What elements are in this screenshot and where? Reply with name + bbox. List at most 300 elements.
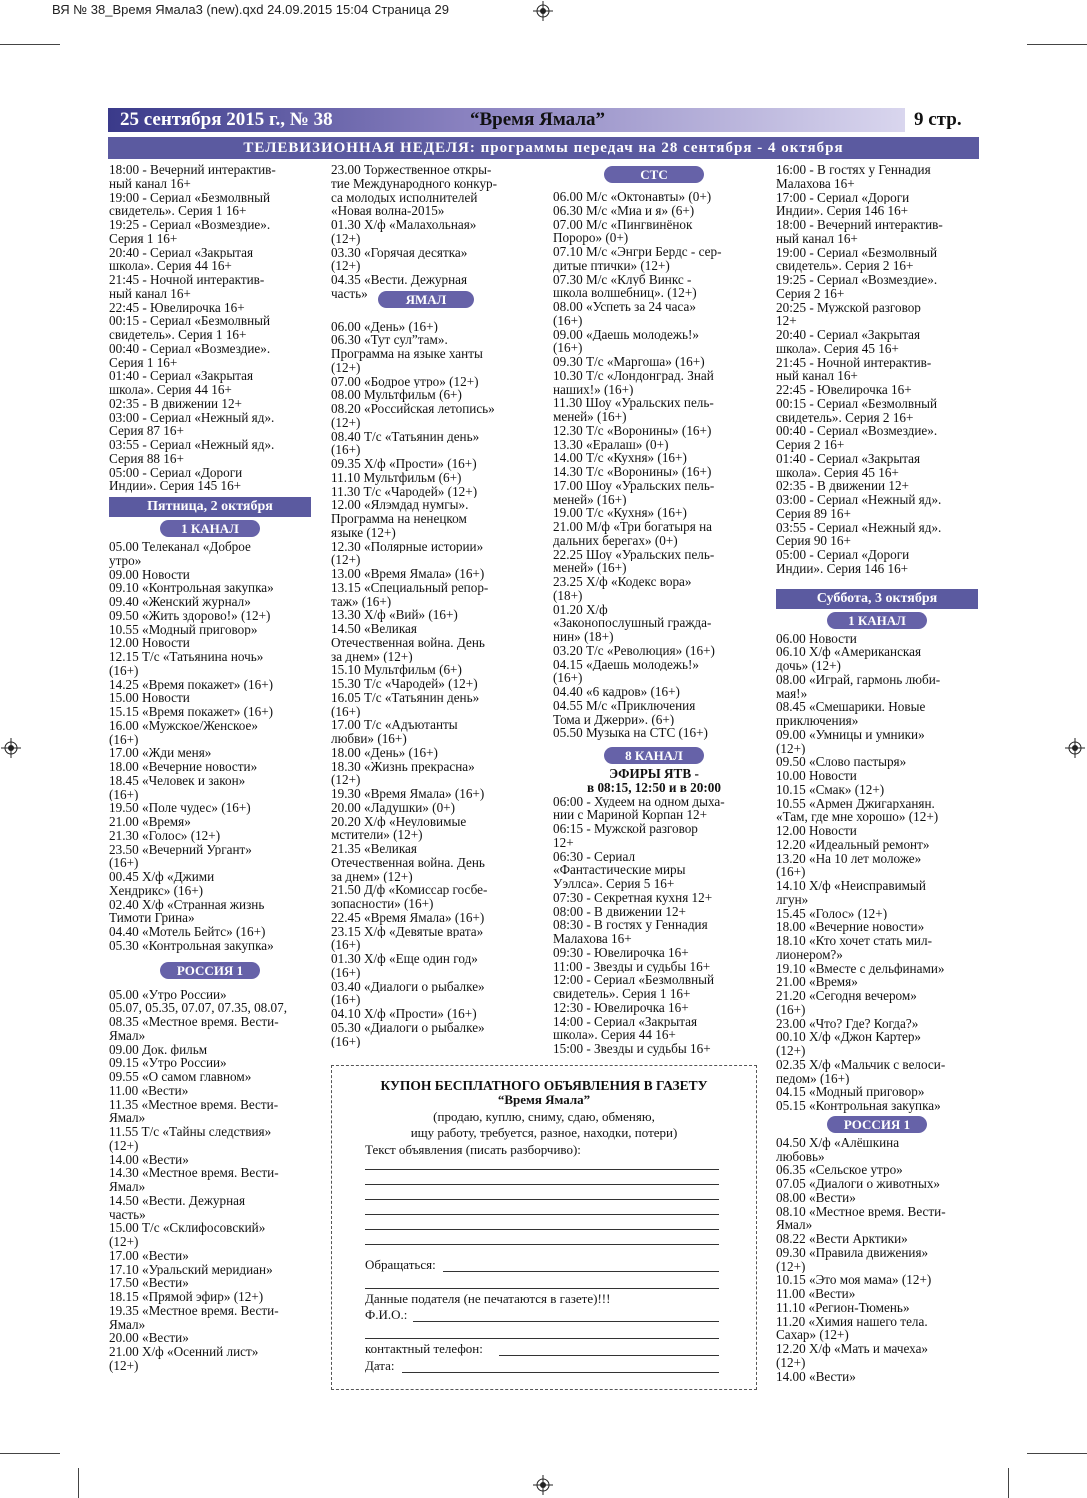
schedule-line: Уэллса». Серия 5 16+ [553, 877, 675, 891]
schedule-line: (12+) [109, 1138, 139, 1153]
schedule-line: 00:40 - Сериал «Возмездие». [776, 424, 938, 438]
schedule-line: (16+) [776, 1002, 806, 1017]
schedule-line: 04.15 «Модный приговор» [776, 1085, 925, 1099]
schedule-list [553, 190, 755, 740]
channel-badge: 1 КАНАЛ [827, 612, 927, 629]
schedule-line: 01.30 Х/ф «Еще один год» [331, 952, 478, 966]
ad-text-label: Текст объявления (писать разборчиво): [365, 1142, 581, 1157]
schedule-line: 16.00 «Мужское/Женское» [109, 718, 258, 733]
schedule-line: 07.10 М/с «Энгри Бердс - сер- [553, 245, 722, 259]
schedule-line: 17.10 «Уральский меридиан» [109, 1262, 273, 1277]
schedule-line: (16+) [776, 865, 806, 879]
schedule-line: 12.00 Новости [109, 636, 190, 650]
schedule-line: 18:00 - Вечерний интерактив- [109, 163, 276, 177]
schedule-line: школа». Серия 44 16+ [553, 1028, 676, 1042]
section-banner: ТЕЛЕВИЗИОННАЯ НЕДЕЛЯ: программы передач на 28 сентября - 4 октября [108, 137, 979, 159]
schedule-line: (12+) [331, 360, 361, 375]
schedule-line: 17.00 «Вести» [109, 1248, 189, 1263]
schedule-line: (18+) [553, 588, 583, 603]
schedule-line: «Фантастические миры [553, 863, 686, 877]
schedule-line: языке (12+) [331, 525, 396, 540]
schedule-line: любви» (16+) [331, 732, 407, 746]
schedule-line: 15.10 Мультфильм (6+) [331, 663, 462, 677]
schedule-line: за днем» (12+) [331, 649, 413, 664]
schedule-line: 05.00 Телеканал «Доброе [109, 540, 251, 554]
schedule-line: 20.00 «Ладушки» (0+) [331, 800, 455, 815]
schedule-line: 17.50 «Вести» [109, 1276, 189, 1290]
schedule-line: нии с Мариной Корпан 12+ [553, 808, 708, 822]
schedule-line: 11.10 «Регион-Тюмень» [776, 1300, 910, 1315]
schedule-line: 23.00 «Что? Где? Когда?» [776, 1016, 919, 1031]
schedule-line: 03:00 - Сериал «Нежный яд». [109, 410, 275, 425]
schedule-line: 22.25 Шоу «Уральских пель- [553, 547, 715, 562]
schedule-line: Серия 2 16+ [776, 286, 845, 301]
schedule-line: 23.50 «Вечерний Ургант» [109, 842, 252, 857]
schedule-line: часть» [109, 1207, 146, 1222]
submitter-data-label: Данные подателя (не печатаются в газете)!!! [365, 1291, 611, 1306]
schedule-line: 15.45 «Голос» (12+) [776, 906, 888, 921]
day-heading: Пятница, 2 октября [109, 497, 311, 517]
schedule-line: 09.50 «Слово пастыря» [776, 755, 907, 769]
schedule-line: свидетель». Серия 2 16+ [776, 410, 914, 425]
schedule-line: 14.25 «Время покажет» (16+) [109, 677, 274, 692]
crop-mark [1008, 1468, 1009, 1498]
schedule-line: 01:40 - Сериал «Закрытая [776, 451, 921, 466]
schedule-line: лгун» [776, 892, 809, 907]
schedule-line: 12.20 «Идеальный ремонт» [776, 837, 930, 852]
ad-text-line[interactable] [365, 1244, 719, 1245]
schedule-line: Индии». Серия 146 16+ [776, 204, 909, 218]
schedule-line: 10.55 «Армен Джигарханян. [776, 796, 935, 811]
schedule-line: 09.40 «Женский журнал» [109, 595, 251, 609]
schedule-line: 10.30 Т/с «Лондонград. Знай [553, 368, 714, 383]
schedule-line: 09.00 «Умницы и умники» [776, 727, 925, 742]
schedule-line: 20:40 - Сериал «Закрытая [776, 328, 921, 342]
schedule-line: Ямал» [109, 1028, 146, 1043]
schedule-line: 00.45 Х/ф «Джими [109, 870, 215, 884]
ad-text-line[interactable] [365, 1214, 719, 1215]
schedule-line: (16+) [331, 1034, 361, 1049]
schedule-line: 11.35 «Местное время. Вести- [109, 1097, 279, 1112]
schedule-line: 22.45 «Время Ямала» (16+) [331, 910, 485, 925]
schedule-line: (16+) [331, 965, 361, 980]
schedule-list [331, 320, 533, 1049]
schedule-line: (16+) [553, 313, 583, 328]
schedule-line: (12+) [776, 1355, 806, 1370]
schedule-line: 19:25 - Сериал «Возмездие». [109, 218, 271, 232]
schedule-line: 06:15 - Мужской разговор [553, 822, 698, 836]
schedule-line: са молодых исполнителей [331, 190, 478, 205]
ad-text-line[interactable] [365, 1169, 719, 1170]
schedule-line: 19:00 - Сериал «Безмолвный [109, 190, 271, 205]
schedule-line: 12+ [553, 835, 574, 850]
schedule-line: Серия 1 16+ [109, 355, 178, 370]
schedule-line: 01:40 - Сериал «Закрытая [109, 369, 254, 383]
schedule-line: свидетель». Серия 2 16+ [776, 259, 914, 273]
schedule-line: 05.00 «Утро России» [109, 987, 227, 1002]
schedule-line: 00:15 - Сериал «Безмолвный [109, 314, 271, 328]
schedule-line: утро» [109, 553, 142, 568]
schedule-line: 13.00 «Время Ямала» (16+) [331, 567, 485, 581]
coupon-description-line: ищу работу, требуется, разное, находки, потери) [410, 1125, 678, 1140]
schedule-line: 14.00 «Вести» [776, 1369, 856, 1384]
schedule-line: 02.35 Х/ф «Мальчик с велоси- [776, 1057, 946, 1072]
schedule-line: 08.00 Мультфильм (6+) [331, 388, 462, 402]
schedule-line: 12.00 «Ялэмдад нумгы». [331, 498, 469, 512]
schedule-line: (12+) [776, 1259, 806, 1274]
schedule-line: 14.50 «Вести. Дежурная [109, 1193, 246, 1208]
contact-field[interactable] [443, 1271, 719, 1272]
fio-field-line[interactable] [365, 1338, 719, 1339]
contact-label: Обращаться: [365, 1257, 436, 1272]
schedule-line: (12+) [331, 259, 361, 273]
schedule-line: 06.35 «Сельское утро» [776, 1163, 903, 1177]
schedule-line: 06.30 «Тут сул”там». [331, 333, 448, 347]
schedule-line: 19.10 «Вместе с дельфинами» [776, 961, 945, 976]
schedule-line: 11:00 - Звезды и судьбы 16+ [553, 959, 711, 974]
schedule-line: 13.30 «Ералаш» (0+) [553, 437, 669, 452]
date-field[interactable] [402, 1372, 719, 1373]
schedule-line: Программа на ненецком [331, 512, 467, 526]
schedule-line: 12.20 Х/ф «Мать и мачеха» [776, 1342, 929, 1356]
schedule-line: 03.30 «Горячая десятка» [331, 245, 468, 260]
schedule-line: 21.00 М/ф «Три богатыря на [553, 520, 713, 534]
schedule-line: 14.30 «Местное время. Вести- [109, 1166, 279, 1180]
crop-mark [1027, 44, 1087, 45]
schedule-line: (16+) [553, 341, 583, 355]
schedule-line: 06.10 Х/ф «Американская [776, 645, 922, 659]
schedule-line: 08:30 - В гостях у Геннадия [553, 918, 708, 932]
schedule-line: 19.35 «Местное время. Вести- [109, 1303, 279, 1318]
channel-badge: ЯМАЛ [378, 291, 474, 308]
phone-label: контактный телефон: [365, 1341, 483, 1356]
schedule-line: Малахова 16+ [553, 932, 632, 946]
ad-text-line[interactable] [365, 1229, 719, 1230]
schedule-line: 18:00 - Вечерний интерактив- [776, 218, 943, 232]
schedule-line: 07.00 М/с «Пингвинёнок [553, 217, 693, 232]
schedule-line: (16+) [553, 671, 583, 685]
schedule-line: ный канал 16+ [776, 369, 858, 383]
schedule-line: 21.20 «Сегодня вечером» [776, 989, 917, 1003]
schedule-line: 14.30 Т/с «Воронины» (16+) [553, 465, 712, 479]
schedule-line: (12+) [331, 553, 361, 567]
schedule-line: 00:40 - Сериал «Возмездие». [109, 341, 271, 356]
schedule-line: 12.15 Т/с «Татьянина ночь» [109, 650, 264, 664]
schedule-line: Отечественная война. День [331, 855, 485, 870]
schedule-line: 09.00 «Даешь молодежь!» [553, 327, 699, 342]
schedule-line: 04.40 «Мотель Бейтс» (16+) [109, 925, 266, 939]
schedule-line: 23.00 Торжественное откры- [331, 163, 492, 177]
coupon-description [332, 1109, 756, 1141]
schedule-line: 09.10 «Контрольная закупка» [109, 581, 274, 595]
schedule-line: 05:00 - Сериал «Дороги [109, 465, 243, 480]
schedule-line: 23.15 Х/ф «Девятые врата» [331, 924, 484, 939]
schedule-line: любовь» [776, 1149, 825, 1164]
schedule-line: 06.00 «День» (16+) [331, 319, 438, 334]
schedule-line: 02.40 Х/ф «Странная жизнь [109, 897, 265, 912]
schedule-line: 15:00 - Звезды и судьбы 16+ [553, 1042, 711, 1056]
schedule-line: 12:00 - Сериал «Безмолвный [553, 973, 715, 987]
schedule-line: 07.05 «Диалоги о животных» [776, 1177, 941, 1191]
schedule-list [109, 540, 311, 953]
schedule-line: Серия 87 16+ [109, 424, 184, 438]
schedule-line: Пороро» (0+) [553, 231, 629, 245]
schedule-line: 10.55 «Модный приговор» [109, 622, 258, 637]
registration-mark-icon [533, 1, 553, 21]
schedule-line: нин» (18+) [553, 630, 614, 644]
schedule-line: Отечественная война. День [331, 635, 485, 650]
schedule-line: 07.30 М/с «Клуб Винкс - [553, 272, 692, 287]
schedule-line: приключения» [776, 714, 859, 728]
schedule-line: 12:30 - Ювелирочка 16+ [553, 1000, 689, 1015]
schedule-list [776, 163, 978, 576]
schedule-line: Тимоти Грина» [109, 911, 195, 925]
schedule-line: 14.00 Т/с «Кухня» (16+) [553, 451, 687, 465]
column-1 [109, 163, 311, 1373]
schedule-line: Сахар» (12+) [776, 1328, 849, 1342]
schedule-line: 11.10 Мультфильм (6+) [331, 470, 462, 485]
schedule-line: 14.10 Х/ф «Неисправимый [776, 879, 926, 893]
schedule-line: 15.00 Т/с «Склифосовский» [109, 1221, 266, 1235]
channel-badge: РОССИЯ 1 [827, 1116, 927, 1133]
schedule-line: 11.30 Т/с «Чародей» (12+) [331, 484, 478, 499]
schedule-line: 09:30 - Ювелирочка 16+ [553, 945, 689, 960]
registration-mark-icon [1065, 738, 1085, 758]
schedule-line: 10.15 «Смак» (12+) [776, 782, 885, 797]
schedule-line: 00.10 Х/ф «Джон Картер» [776, 1030, 922, 1044]
column-3 [553, 163, 755, 1056]
schedule-line: школа». Серия 45 16+ [776, 341, 899, 356]
schedule-line: 04.15 «Даешь молодежь!» [553, 657, 699, 672]
schedule-line: 15.00 Новости [109, 691, 190, 705]
schedule-list [109, 988, 311, 1373]
channel-badge: РОССИЯ 1 [160, 962, 260, 979]
schedule-line: (12+) [776, 1044, 806, 1058]
schedule-line: тие Международного конкур- [331, 176, 498, 191]
schedule-line: Серия 1 16+ [109, 231, 178, 246]
contact-field-line[interactable] [365, 1288, 719, 1289]
schedule-line: 00:15 - Сериал «Безмолвный [776, 396, 938, 411]
schedule-line: дочь» (12+) [776, 659, 841, 673]
schedule-line: 03.20 Т/с «Революция» (16+) [553, 643, 715, 658]
schedule-line: Серия 89 16+ [776, 506, 851, 521]
schedule-line: (12+) [776, 741, 806, 756]
schedule-line: 19.00 Т/с «Кухня» (16+) [553, 506, 687, 520]
schedule-line: 12.00 Новости [776, 824, 857, 838]
schedule-line: 09.00 Новости [109, 567, 190, 582]
schedule-line: 11.00 «Вести» [776, 1287, 856, 1301]
schedule-line: 05.07, 05.35, 07.07, 07.35, 08.07, [109, 1001, 288, 1015]
crop-mark [0, 44, 60, 45]
column-4 [776, 163, 978, 1383]
schedule-line: (16+) [109, 856, 139, 870]
crop-mark [78, 1468, 79, 1498]
coupon-title: КУПОН БЕСПЛАТНОГО ОБЪЯВЛЕНИЯ В ГАЗЕТУ [380, 1078, 708, 1093]
schedule-line: 02:35 - В движении 12+ [109, 396, 242, 411]
schedule-line: «Новая волна-2015» [331, 204, 445, 218]
schedule-line: 19.30 «Время Ямала» (16+) [331, 787, 485, 801]
schedule-line: школа». Серия 44 16+ [109, 383, 232, 397]
fio-field[interactable] [413, 1321, 719, 1322]
schedule-list [776, 1136, 978, 1384]
schedule-line: 20:25 - Мужской разговор [776, 300, 921, 315]
schedule-line: 13.30 Х/ф «Вий» (16+) [331, 608, 458, 622]
schedule-line: 06.00 Новости [776, 631, 857, 646]
schedule-line: 11.55 Т/с «Тайны следствия» [109, 1125, 272, 1139]
schedule-line: 05.30 «Контрольная закупка» [109, 938, 274, 953]
schedule-line: 21.00 «Время» [776, 975, 858, 989]
schedule-line: 22:45 - Ювелирочка 16+ [776, 383, 912, 397]
schedule-line: 03:55 - Сериал «Нежный яд». [776, 520, 942, 535]
schedule-line: таж» (16+) [331, 594, 392, 609]
schedule-line: 01.20 Х/ф [553, 602, 608, 617]
schedule-line: 08.35 «Местное время. Вести- [109, 1015, 279, 1029]
schedule-line: 21.00 «Время» [109, 815, 191, 829]
ad-coupon [331, 1065, 757, 1390]
schedule-line: 23.25 Х/ф «Кодекс вора» [553, 575, 692, 589]
schedule-line: (12+) [109, 1235, 139, 1249]
schedule-line: Серия 88 16+ [109, 451, 184, 466]
ad-text-line[interactable] [365, 1184, 719, 1185]
schedule-line: (12+) [331, 773, 361, 787]
channel-badge: 1 КАНАЛ [160, 520, 260, 537]
column-2 [331, 163, 533, 1048]
schedule-line: 21:45 - Ночной интерактив- [109, 273, 265, 287]
schedule-line: 02:35 - В движении 12+ [776, 479, 909, 493]
schedule-line: 05.50 Музыка на СТС (16+) [553, 726, 708, 740]
schedule-line: 17:00 - Сериал «Дороги [776, 190, 910, 205]
schedule-line: часть» [331, 286, 368, 301]
schedule-line: 10.00 Новости [776, 769, 857, 783]
schedule-line: 21.00 Х/ф «Осенний лист» [109, 1345, 259, 1359]
fio-label: Ф.И.О.: [365, 1307, 408, 1322]
coupon-description-line: (продаю, куплю, сниму, сдаю, обменяю, [433, 1109, 655, 1124]
schedule-line: 17.00 «Жди меня» [109, 746, 212, 760]
schedule-line: 14.50 «Великая [331, 622, 417, 636]
schedule-line: 16:00 - В гостях у Геннадия [776, 163, 931, 177]
schedule-line: мстители» (12+) [331, 828, 423, 842]
schedule-line: (12+) [109, 1358, 139, 1373]
schedule-line: Индии». Серия 146 16+ [776, 561, 909, 576]
schedule-line: 09.15 «Утро России» [109, 1056, 227, 1070]
schedule-line: Хендрикс» (16+) [109, 883, 204, 898]
schedule-line: Ямал» [109, 1317, 146, 1332]
schedule-line: 09.30 «Правила движения» [776, 1245, 929, 1260]
schedule-line: 05.30 «Диалоги о рыбалке» [331, 1020, 485, 1035]
schedule-line: наших!» (16+) [553, 382, 634, 397]
schedule-line: ный канал 16+ [776, 231, 858, 246]
schedule-line: 18.15 «Прямой эфир» (12+) [109, 1290, 264, 1304]
schedule-line: 08.40 Т/с «Татьянин день» [331, 429, 480, 444]
schedule-line: 09.55 «О самом главном» [109, 1070, 252, 1084]
schedule-line: дальних берегах» (0+) [553, 533, 678, 548]
phone-field[interactable] [499, 1355, 719, 1356]
schedule-line: 13.20 «На 10 лет моложе» [776, 851, 922, 866]
schedule-line: «Там, где мне хорошо» (12+) [776, 810, 939, 824]
schedule-line: 11.20 «Химия нашего тела. [776, 1314, 928, 1329]
schedule-line: Индии». Серия 145 16+ [109, 479, 242, 493]
schedule-line: 07.00 «Бодрое утро» (12+) [331, 374, 479, 389]
schedule-line: 17.00 Т/с «Адъютанты [331, 718, 458, 732]
registration-mark-icon [533, 1475, 553, 1495]
broadcast-times: в 08:15, 12:50 и в 20:00 [587, 779, 721, 795]
schedule-line: 14.00 «Вести» [109, 1152, 189, 1167]
schedule-line: 04.50 Х/ф «Алёшкина [776, 1135, 900, 1150]
schedule-line: 08.00 «Вести» [776, 1190, 856, 1205]
schedule-line: свидетель». Серия 1 16+ [109, 204, 247, 218]
schedule-line: 11.30 Шоу «Уральских пель- [553, 396, 714, 410]
schedule-line: (16+) [331, 993, 361, 1007]
schedule-line: 11.00 «Вести» [109, 1083, 189, 1098]
schedule-line: 20.00 «Вести» [109, 1331, 189, 1345]
schedule-line: 05.15 «Контрольная закупка» [776, 1099, 941, 1113]
day-heading: Суббота, 3 октября [776, 589, 978, 609]
schedule-line: 18.30 «Жизнь прекрасна» [331, 759, 475, 774]
schedule-line: 06:00 - Худеем на одном дыха- [553, 794, 725, 809]
registration-mark-icon [1, 738, 21, 758]
schedule-line: 12+ [776, 314, 797, 328]
ad-text-line[interactable] [365, 1199, 719, 1200]
schedule-line: 08.00 «Играй, гармонь люби- [776, 672, 941, 687]
schedule-line: (16+) [109, 787, 139, 802]
schedule-line: (16+) [331, 938, 361, 952]
schedule-list [109, 163, 311, 493]
date-label: Дата: [365, 1358, 395, 1373]
schedule-line: 04.40 «6 кадров» (16+) [553, 685, 680, 699]
schedule-line: 08:00 - В движении 12+ [553, 904, 686, 919]
schedule-line: 08.00 «Успеть за 24 часа» [553, 300, 696, 314]
schedule-line: 10.15 «Это моя мама» (12+) [776, 1273, 932, 1287]
schedule-line: 08.20 «Российская летопись» [331, 402, 495, 416]
schedule-line: Тома и Джерри». (6+) [553, 712, 675, 727]
schedule-line: меней» (16+) [553, 561, 627, 575]
schedule-line: ный канал 16+ [109, 176, 191, 191]
schedule-line: (16+) [109, 663, 139, 678]
schedule-line: (12+) [331, 231, 361, 246]
schedule-line: 09.35 Х/ф «Прости» (16+) [331, 457, 477, 471]
schedule-line: 15.15 «Время покажет» (16+) [109, 705, 274, 719]
coupon-subtitle: “Время Ямала” [497, 1092, 591, 1107]
schedule-line: Ямал» [776, 1218, 813, 1232]
schedule-line: ный канал 16+ [109, 286, 191, 301]
schedule-list [331, 163, 533, 301]
schedule-line: 19.50 «Поле чудес» (16+) [109, 801, 251, 815]
schedule-line: зопасности» (16+) [331, 897, 434, 911]
schedule-list [776, 632, 978, 1113]
schedule-line: 20:40 - Сериал «Закрытая [109, 245, 254, 260]
schedule-line: 06.00 М/с «Октонавты» (0+) [553, 190, 712, 204]
schedule-line: 08.45 «Смешарики. Новые [776, 700, 926, 714]
schedule-line: 19:25 - Сериал «Возмездие». [776, 273, 938, 287]
schedule-line: Ямал» [109, 1111, 146, 1125]
schedule-line: 04.10 Х/ф «Прости» (16+) [331, 1007, 477, 1021]
schedule-line: 21.50 Д/ф «Комиссар госбе- [331, 883, 488, 897]
page-number: 9 стр. [914, 109, 962, 130]
schedule-line: школа волшебниц». (12+) [553, 286, 697, 300]
channel-badge: СТС [604, 166, 704, 183]
schedule-line: за днем» (12+) [331, 869, 413, 884]
schedule-line: 04.35 «Вести. Дежурная [331, 273, 468, 287]
schedule-line: 06.30 М/с «Миа и я» (6+) [553, 203, 695, 218]
schedule-line: педом» (16+) [776, 1071, 850, 1086]
schedule-line: Серия 2 16+ [776, 438, 845, 452]
schedule-line: Программа на языке ханты [331, 347, 483, 361]
schedule-line: 20.20 Х/ф «Неуловимые [331, 814, 467, 829]
schedule-line: 18.00 «Вечерние новости» [109, 760, 258, 774]
schedule-line: 18.00 «Вечерние новости» [776, 920, 925, 934]
schedule-line: 21.30 «Голос» (12+) [109, 828, 221, 843]
schedule-line: 03.40 «Диалоги о рыбалке» [331, 979, 485, 994]
